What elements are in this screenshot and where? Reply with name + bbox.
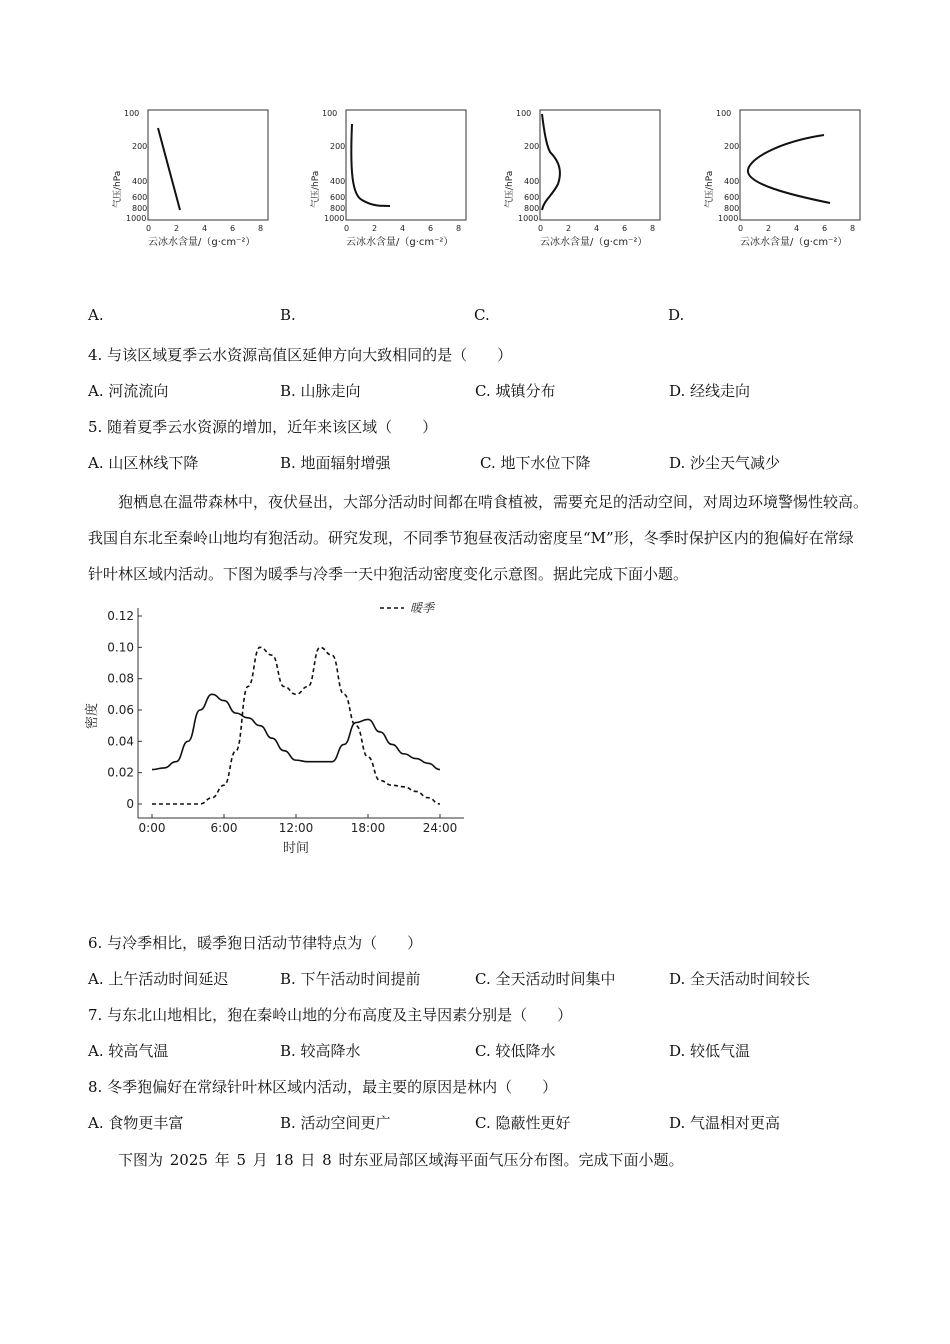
ytick: 800 [330, 204, 346, 213]
y-axis-title: 密度 [85, 702, 100, 730]
ytick: 400 [330, 177, 346, 186]
option-letter: A. [88, 306, 104, 324]
y-axis-label: 气压/hPa [311, 170, 321, 208]
next-section-intro: 下图为 2025 年 5 月 18 日 8 时东亚局部区域海平面气压分布图。完成下面小题。 [118, 1151, 684, 1169]
ytick: 1000 [126, 214, 147, 223]
profile-curve [748, 135, 830, 203]
xtick: 6 [230, 224, 236, 233]
x-axis-label: 云冰水含量/（g·cm⁻²） [740, 237, 848, 248]
y-axis-label: 气压/hPa [505, 170, 515, 208]
xtick: 0 [738, 224, 744, 233]
xtick: 2 [566, 224, 572, 233]
q6-option-d[interactable]: D. 全天活动时间较长 [669, 970, 811, 988]
density-chart [80, 598, 470, 860]
xtick: 6 [622, 224, 628, 233]
xtick: 4 [794, 224, 800, 233]
q5-option-d[interactable]: D. 沙尘天气减少 [669, 454, 781, 472]
xtick: 8 [258, 224, 264, 233]
ytick: 800 [132, 204, 148, 213]
ytick: 100 [516, 109, 532, 118]
y-tick-label: 0.12 [107, 609, 134, 623]
option-chart-b [280, 100, 480, 324]
y-axis-label: 气压/hPa [113, 170, 123, 208]
xtick: 6 [822, 224, 828, 233]
ytick: 100 [716, 109, 732, 118]
question-7: 7. 与东北山地相比，狍在秦岭山地的分布高度及主导因素分别是（ ） [88, 1006, 573, 1024]
option-chart-c [474, 100, 674, 324]
x-axis-label: 云冰水含量/（g·cm⁻²） [540, 237, 648, 248]
passage [88, 484, 868, 592]
q4-option-b[interactable]: B. 山脉走向 [280, 382, 361, 400]
option-chart-a [88, 100, 288, 324]
option-letter: B. [280, 306, 296, 324]
ytick: 400 [524, 177, 540, 186]
chart-a-svg [88, 100, 288, 250]
ytick: 800 [724, 204, 740, 213]
xtick: 4 [594, 224, 600, 233]
xtick: 0 [344, 224, 350, 233]
x-tick-label: 12:00 [278, 821, 314, 835]
series-warm-line [152, 647, 440, 804]
ytick: 100 [322, 109, 338, 118]
question-4: 4. 与该区域夏季云水资源高值区延伸方向大致相同的是（ ） [88, 346, 513, 364]
q8-option-d[interactable]: D. 气温相对更高 [669, 1114, 781, 1132]
q5-option-c[interactable]: C. 地下水位下降 [480, 454, 591, 472]
q7-option-b[interactable]: B. 较高降水 [280, 1042, 361, 1060]
xtick: 8 [456, 224, 462, 233]
ytick: 1000 [718, 214, 739, 223]
xtick: 2 [372, 224, 378, 233]
ytick: 400 [132, 177, 148, 186]
ytick: 1000 [518, 214, 539, 223]
ytick: 600 [330, 193, 346, 202]
q5-option-a[interactable]: A. 山区林线下降 [88, 454, 199, 472]
xtick: 0 [538, 224, 544, 233]
question-8: 8. 冬季狍偏好在常绿针叶林区域内活动，最主要的原因是林内（ ） [88, 1078, 558, 1096]
q6-option-b[interactable]: B. 下午活动时间提前 [280, 970, 421, 988]
ytick: 200 [132, 142, 148, 151]
xtick: 2 [174, 224, 180, 233]
chart-d-svg [668, 100, 868, 250]
ytick: 600 [724, 193, 740, 202]
q8-option-a[interactable]: A. 食物更丰富 [88, 1114, 184, 1132]
passage-text: 狍栖息在温带森林中，夜伏昼出，大部分活动时间都在啃食植被，需要充足的活动空间，对周边环境警惕性较高。我国自东北至秦岭山地均有狍活动。研究发现，不同季节狍昼夜活动密度呈“M”形，冬季时保护区内的狍偏好在常绿针叶林区域内活动。下图为暖季与冷季一天中狍活动密度变化示意图。据此完成下面小题。 [88, 493, 869, 583]
legend-label: 暖季 [410, 601, 435, 615]
x-tick-label: 6:00 [210, 821, 238, 835]
q7-option-a[interactable]: A. 较高气温 [88, 1042, 169, 1060]
ytick: 200 [524, 142, 540, 151]
y-tick-label: 0.04 [107, 734, 134, 749]
x-tick-label: 0:00 [138, 821, 166, 835]
xtick: 4 [202, 224, 208, 233]
q7-option-d[interactable]: D. 较低气温 [669, 1042, 751, 1060]
xtick: 4 [400, 224, 406, 233]
ytick: 1000 [324, 214, 345, 223]
question-6: 6. 与冷季相比，暖季狍日活动节律特点为（ ） [88, 934, 423, 952]
profile-curve [351, 124, 390, 206]
xtick: 8 [650, 224, 656, 233]
q8-option-b[interactable]: B. 活动空间更广 [280, 1114, 391, 1132]
ytick: 200 [724, 142, 740, 151]
xtick: 0 [146, 224, 152, 233]
series-cold-line [152, 694, 440, 769]
q6-option-a[interactable]: A. 上午活动时间延迟 [88, 970, 229, 988]
q4-option-d[interactable]: D. 经线走向 [669, 382, 751, 400]
profile-curve [542, 114, 560, 210]
question-5: 5. 随着夏季云水资源的增加，近年来该区域（ ） [88, 418, 438, 436]
x-axis-title: 时间 [282, 841, 310, 856]
x-axis-label: 云冰水含量/（g·cm⁻²） [346, 237, 454, 248]
ytick: 400 [724, 177, 740, 186]
ytick: 800 [524, 204, 540, 213]
x-tick-label: 18:00 [350, 821, 386, 835]
y-tick-label: 0.02 [107, 765, 134, 780]
ytick: 200 [330, 142, 346, 151]
profile-curve [158, 128, 180, 210]
q8-option-c[interactable]: C. 隐蔽性更好 [475, 1114, 571, 1132]
ytick: 100 [124, 109, 140, 118]
option-letter: C. [474, 306, 490, 324]
chart-b-svg [280, 100, 480, 250]
xtick: 8 [850, 224, 856, 233]
chart-c-svg [474, 100, 674, 250]
ytick: 600 [524, 193, 540, 202]
option-letter: D. [668, 306, 685, 324]
xtick: 2 [766, 224, 772, 233]
y-tick-label: 0.10 [107, 640, 134, 655]
y-tick-label: 0.06 [107, 703, 134, 717]
y-tick-label: 0 [126, 797, 134, 811]
q4-option-c[interactable]: C. 城镇分布 [475, 382, 556, 400]
ytick: 600 [132, 193, 148, 202]
xtick: 6 [428, 224, 434, 233]
x-axis-label: 云冰水含量/（g·cm⁻²） [148, 237, 256, 248]
option-chart-d [668, 100, 868, 324]
q5-option-b[interactable]: B. 地面辐射增强 [280, 454, 391, 472]
x-tick-label: 24:00 [422, 821, 458, 835]
q4-option-a[interactable]: A. 河流流向 [88, 382, 169, 400]
q7-option-c[interactable]: C. 较低降水 [475, 1042, 556, 1060]
y-tick-label: 0.08 [107, 671, 134, 686]
y-axis-label: 气压/hPa [705, 170, 715, 208]
q6-option-c[interactable]: C. 全天活动时间集中 [475, 970, 616, 988]
